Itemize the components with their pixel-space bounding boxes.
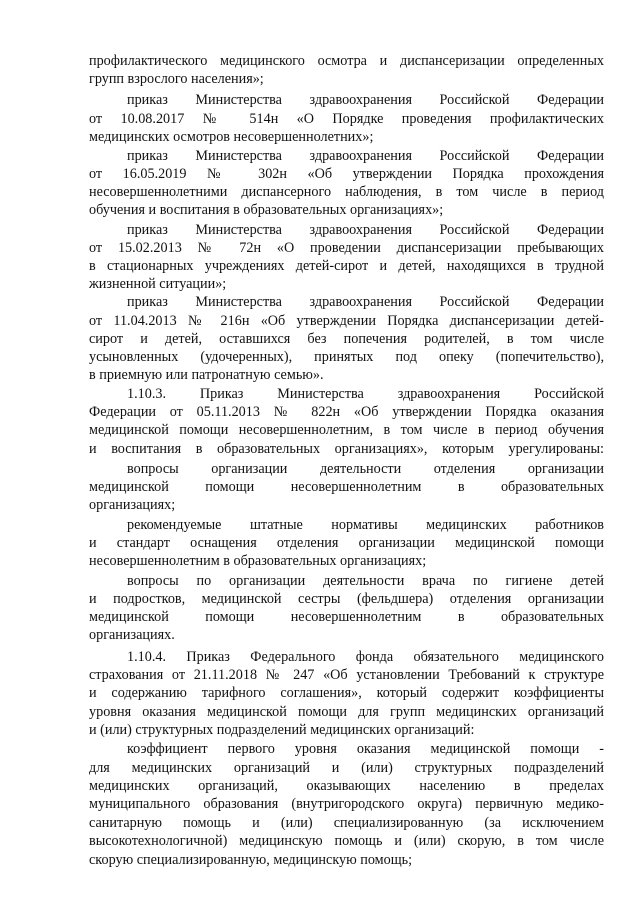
text-line: приказ Министерства здравоохранения Российской Федерации xyxy=(127,294,604,310)
text-line: муниципального образования (внутригородского округа) первичную медико- xyxy=(89,796,604,812)
text-line: обучения и воспитания в образовательных организациях»; xyxy=(89,202,444,218)
text-line: медицинской помощи несовершеннолетним в образовательных xyxy=(89,609,604,625)
text-line: санитарную помощь и (или) специализированную (за исключением xyxy=(89,815,604,831)
text-line: от 11.04.2013 № 216н «Об утверждении Порядка диспансеризации детей- xyxy=(89,313,604,329)
text-line: и содержанию тарифного соглашения», который содержит коэффициенты xyxy=(89,685,604,701)
text-line: от 16.05.2019 № 302н «Об утверждении Порядка прохождения xyxy=(89,166,604,182)
text-line: вопросы организации деятельности отделения организации xyxy=(127,461,604,477)
text-line: вопросы по организации деятельности врача по гигиене детей xyxy=(127,573,604,589)
text-line: от 15.02.2013 № 72н «О проведении диспансеризации пребывающих xyxy=(89,240,604,256)
text-line: коэффициент первого уровня оказания медицинской помощи - xyxy=(127,741,604,757)
text-line: и стандарт оснащения отделения организации медицинской помощи xyxy=(89,535,604,551)
text-line: уровня оказания медицинской помощи для групп медицинских организаций xyxy=(89,704,604,720)
text-line: сирот и детей, оставшихся без попечения родителей, в том числе xyxy=(89,331,604,347)
text-line: 1.10.3. Приказ Министерства здравоохранения Российской xyxy=(127,386,604,402)
text-line: жизненной ситуации»; xyxy=(89,276,227,292)
text-line: рекомендуемые штатные нормативы медицинских работников xyxy=(127,517,604,533)
text-line: приказ Министерства здравоохранения Российской Федерации xyxy=(127,222,604,238)
text-line: медицинских осмотров несовершеннолетних»; xyxy=(89,129,374,145)
text-line: в приемную или патронатную семью». xyxy=(89,367,324,383)
text-line: от 10.08.2017 № 514н «О Порядке проведения профилактических xyxy=(89,111,604,127)
text-line: усыновленных (удочеренных), принятых под опеку (попечительство), xyxy=(89,349,604,365)
text-line: медицинской помощи несовершеннолетним в образовательных xyxy=(89,479,604,495)
text-line: организациях; xyxy=(89,497,176,513)
text-line: профилактического медицинского осмотра и диспансеризации определенных xyxy=(89,53,604,69)
text-line: скорую специализированную, медицинскую помощь; xyxy=(89,852,413,868)
text-line: и воспитания в образовательных организациях», которым урегулированы: xyxy=(89,441,604,457)
text-line: приказ Министерства здравоохранения Российской Федерации xyxy=(127,148,604,164)
text-line: высокотехнологичной) медицинскую помощь и (или) скорую, в том числе xyxy=(89,833,604,849)
text-line: несовершеннолетним в образовательных организациях; xyxy=(89,553,427,569)
text-line: в стационарных учреждениях детей-сирот и детей, находящихся в трудной xyxy=(89,258,604,274)
text-line: несовершеннолетними диспансерного наблюдения, в том числе в период xyxy=(89,184,604,200)
text-line: и (или) структурных подразделений медицинских организаций: xyxy=(89,722,475,738)
text-line: 1.10.4. Приказ Федерального фонда обязательного медицинского xyxy=(127,649,604,665)
text-line: для медицинских организаций и (или) структурных подразделений xyxy=(89,760,604,776)
text-line: Федерации от 05.11.2013 № 822н «Об утверждении Порядка оказания xyxy=(89,404,604,420)
text-line: и подростков, медицинской сестры (фельдшера) отделения организации xyxy=(89,591,604,607)
text-line: медицинской помощи несовершеннолетним, в том числе в период обучения xyxy=(89,422,604,438)
text-line: медицинских организаций, оказывающих населению в пределах xyxy=(89,778,604,794)
text-line: групп взрослого населения»; xyxy=(89,71,264,87)
text-line: страхования от 21.11.2018 № 247 «Об установлении Требований к структуре xyxy=(89,667,604,683)
text-line: организациях. xyxy=(89,627,175,643)
text-line: приказ Министерства здравоохранения Российской Федерации xyxy=(127,92,604,108)
